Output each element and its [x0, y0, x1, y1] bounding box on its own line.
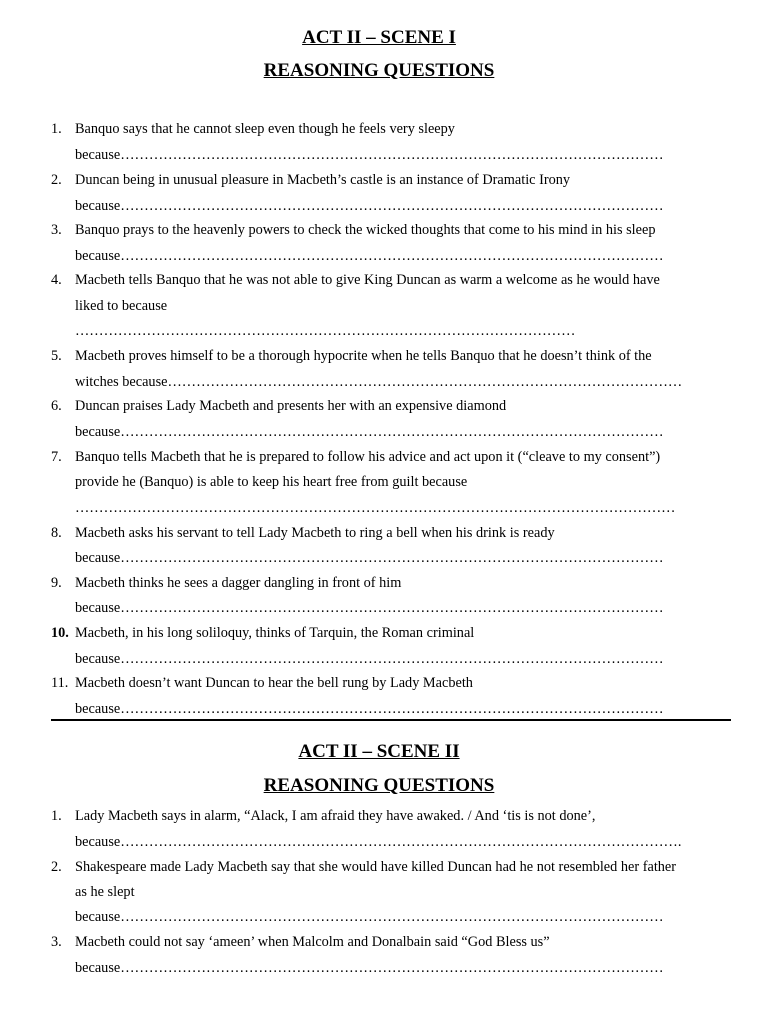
question-text: Banquo says that he cannot sleep even though he feels very sleepy [75, 121, 455, 137]
question-text: Macbeth doesn’t want Duncan to hear the bell rung by Lady Macbeth [75, 675, 473, 691]
question-number: 2. [51, 859, 62, 875]
question-text: Macbeth asks his servant to tell Lady Macbeth to ring a bell when his drink is ready [75, 525, 555, 541]
answer-blank: because…………………………………………………………………………………………………… [75, 701, 664, 717]
answer-blank: because………………………………………………………………………………………………………. [75, 834, 682, 850]
scene2-subtitle: REASONING QUESTIONS [263, 775, 495, 796]
answer-blank: …………………………………………………………………………………………… [75, 323, 576, 339]
question-text: Shakespeare made Lady Macbeth say that she would have killed Duncan had he not resembled her father [75, 859, 677, 875]
question-number: 1. [51, 808, 62, 824]
question-number: 1. [51, 121, 62, 137]
scene1-subtitle: REASONING QUESTIONS [263, 60, 495, 81]
section-divider [51, 719, 731, 721]
question-number: 3. [51, 222, 62, 238]
answer-blank: witches because……………………………………………………………………………………………… [75, 374, 683, 390]
question-number: 6. [51, 398, 62, 414]
answer-blank: because…………………………………………………………………………………………………… [75, 909, 664, 925]
question-text: Duncan praises Lady Macbeth and presents her with an expensive diamond [75, 398, 507, 414]
answer-blank: because…………………………………………………………………………………………………… [75, 248, 664, 264]
question-text: Macbeth proves himself to be a thorough hypocrite when he tells Banquo that he doesn’t think of the [75, 348, 652, 364]
question-number: 10. [51, 625, 69, 641]
scene2-title: ACT II – SCENE II [298, 741, 460, 762]
question-text: Banquo prays to the heavenly powers to check the wicked thoughts that come to his mind in his sleep [75, 222, 656, 238]
question-text: as he slept [75, 884, 135, 900]
question-text: Duncan being in unusual pleasure in Macbeth’s castle is an instance of Dramatic Irony [75, 172, 571, 188]
answer-blank: because…………………………………………………………………………………………………… [75, 600, 664, 616]
question-text: liked to because [75, 298, 168, 314]
question-text: Lady Macbeth says in alarm, “Alack, I am afraid they have awaked. / And ‘tis is not done’, [75, 808, 596, 824]
question-text: Banquo tells Macbeth that he is prepared to follow his advice and act upon it (“cleave to my consent”) [75, 449, 661, 465]
question-number: 9. [51, 575, 62, 591]
scene1-title: ACT II – SCENE I [302, 27, 456, 48]
answer-blank: because…………………………………………………………………………………………………… [75, 550, 664, 566]
question-number: 5. [51, 348, 62, 364]
question-text: Macbeth tells Banquo that he was not able to give King Duncan as warm a welcome as he would have [75, 272, 660, 288]
question-number: 4. [51, 272, 62, 288]
answer-blank: because…………………………………………………………………………………………………… [75, 960, 664, 976]
question-number: 7. [51, 449, 62, 465]
answer-blank: because…………………………………………………………………………………………………… [75, 651, 664, 667]
question-number: 8. [51, 525, 62, 541]
answer-blank: ……………………………………………………………………………………………………………… [75, 500, 676, 516]
question-text: Macbeth could not say ‘ameen’ when Malcolm and Donalbain said “God Bless us” [75, 934, 550, 950]
question-text: Macbeth thinks he sees a dagger dangling in front of him [75, 575, 402, 591]
answer-blank: because…………………………………………………………………………………………………… [75, 198, 664, 214]
answer-blank: because…………………………………………………………………………………………………… [75, 424, 664, 440]
question-number: 3. [51, 934, 62, 950]
question-text: provide he (Banquo) is able to keep his heart free from guilt because [75, 474, 468, 490]
question-text: Macbeth, in his long soliloquy, thinks of Tarquin, the Roman criminal [75, 625, 475, 641]
question-number: 11. [51, 675, 69, 691]
answer-blank: because…………………………………………………………………………………………………… [75, 147, 664, 163]
question-number: 2. [51, 172, 62, 188]
